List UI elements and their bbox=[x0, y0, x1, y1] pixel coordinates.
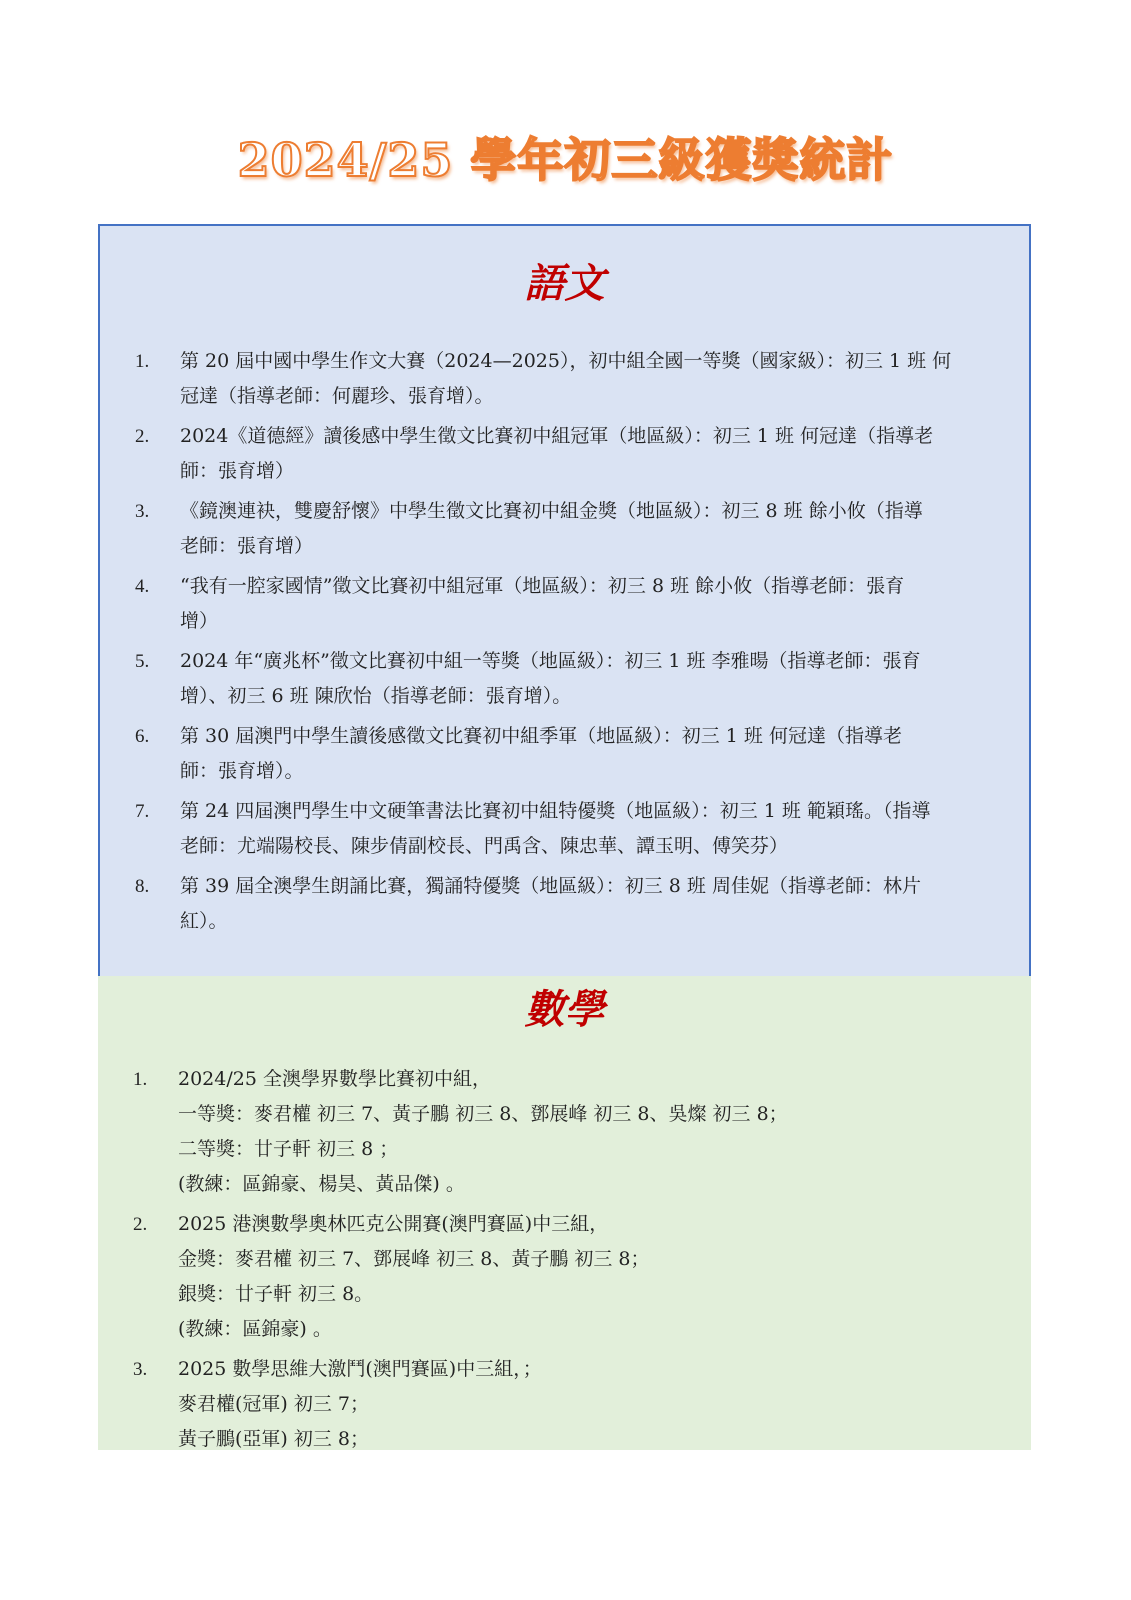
chinese-section-heading: 語文 bbox=[524, 260, 605, 307]
item-text-line: 2024/25 全澳學界數學比賽初中組， bbox=[178, 1068, 491, 1090]
item-number: 5. bbox=[135, 651, 150, 672]
math-award-list bbox=[98, 1062, 1031, 1457]
list-item bbox=[100, 644, 1029, 714]
item-number: 7. bbox=[135, 801, 150, 822]
list-item bbox=[100, 569, 1029, 639]
item-number: 6. bbox=[135, 726, 150, 747]
item-text-line: 2024 年“廣兆杯”徵文比賽初中組一等獎（地區級）：初三 1 班 李雅暘（指導老師：張育 bbox=[180, 650, 921, 672]
item-text-line: 麥君權(冠軍) 初三 7； bbox=[178, 1393, 369, 1415]
item-text-line: 《鏡澳連袂，雙慶舒懷》中學生徵文比賽初中組金獎（地區級）：初三 8 班 餘小攸（指導 bbox=[180, 500, 923, 522]
item-text-line: 2025 港澳數學奧林匹克公開賽(澳門賽區)中三組， bbox=[178, 1213, 609, 1235]
list-item bbox=[98, 1207, 1031, 1347]
item-text-line: 一等獎：麥君權 初三 7、黃子鵬 初三 8、鄧展峰 初三 8、吳燦 初三 8； bbox=[178, 1103, 788, 1125]
item-text-line: 增） bbox=[180, 610, 219, 632]
list-item bbox=[100, 344, 1029, 414]
item-text-line: “我有一腔家國情”徵文比賽初中組冠軍（地區級）：初三 8 班 餘小攸（指導老師：張育 bbox=[180, 575, 905, 597]
list-item bbox=[100, 794, 1029, 864]
list-item bbox=[100, 419, 1029, 489]
math-section-heading: 數學 bbox=[524, 986, 605, 1033]
list-item bbox=[100, 719, 1029, 789]
item-number: 1. bbox=[135, 351, 150, 372]
item-text-line: (教練：區錦豪、楊昊、黃品傑) 。 bbox=[178, 1173, 465, 1195]
chinese-award-list bbox=[100, 344, 1029, 939]
item-text-line: 黃子鵬(亞軍) 初三 8； bbox=[178, 1428, 369, 1450]
item-text-line: 銀獎：廿子軒 初三 8。 bbox=[178, 1283, 374, 1305]
item-text-line: 老師：張育增） bbox=[180, 535, 314, 557]
item-number: 3. bbox=[133, 1359, 148, 1380]
item-text-line: 二等獎：廿子軒 初三 8 ； bbox=[178, 1138, 399, 1160]
item-number: 3. bbox=[135, 501, 150, 522]
item-text-line: 老師：尤端陽校長、陳步倩副校長、門禹含、陳忠華、譚玉明、傅笑芬） bbox=[180, 835, 789, 857]
item-number: 2. bbox=[133, 1214, 148, 1235]
item-text-line: 第 39 屆全澳學生朗誦比賽，獨誦特優獎（地區級）：初三 8 班 周佳妮（指導老師：林片 bbox=[180, 875, 921, 897]
list-item bbox=[98, 1062, 1031, 1202]
list-item bbox=[100, 869, 1029, 939]
item-text-line: 師：張育增） bbox=[180, 460, 295, 482]
item-text-line: 第 20 屆中國中學生作文大賽（2024—2025），初中組全國一等獎（國家級）：初三 1 班 何 bbox=[180, 350, 952, 372]
item-number: 2. bbox=[135, 426, 150, 447]
item-text-line: 2024《道德經》讀後感中學生徵文比賽初中組冠軍（地區級）：初三 1 班 何冠達（指導老 bbox=[180, 425, 934, 447]
item-number: 4. bbox=[135, 576, 150, 597]
item-text-line: 第 30 屆澳門中學生讀後感徵文比賽初中組季軍（地區級）：初三 1 班 何冠達（指導老 bbox=[180, 725, 902, 747]
item-text-line: 冠達（指導老師：何麗珍、張育增）。 bbox=[180, 385, 494, 407]
chinese-section bbox=[98, 224, 1031, 976]
item-text-line: (教練：區錦豪) 。 bbox=[178, 1318, 332, 1340]
item-text-line: 金獎：麥君權 初三 7、鄧展峰 初三 8、黃子鵬 初三 8； bbox=[178, 1248, 650, 1270]
item-text-line: 第 24 四屆澳門學生中文硬筆書法比賽初中組特優獎（地區級）：初三 1 班 範穎瑤。（指導 bbox=[180, 800, 931, 822]
math-section bbox=[98, 976, 1031, 1450]
item-number: 1. bbox=[133, 1069, 148, 1090]
item-text-line: 增）、初三 6 班 陳欣怡（指導老師：張育增）。 bbox=[180, 685, 572, 707]
item-text-line: 2025 數學思維大激鬥(澳門賽區)中三組，； bbox=[178, 1358, 542, 1380]
item-text-line: 師：張育增）。 bbox=[180, 760, 304, 782]
item-number: 8. bbox=[135, 876, 150, 897]
list-item bbox=[100, 494, 1029, 564]
list-item bbox=[98, 1352, 1031, 1457]
page-title: 2024/25 學年初三級獲獎統計 bbox=[237, 133, 894, 187]
item-text-line: 紅）。 bbox=[180, 910, 228, 932]
